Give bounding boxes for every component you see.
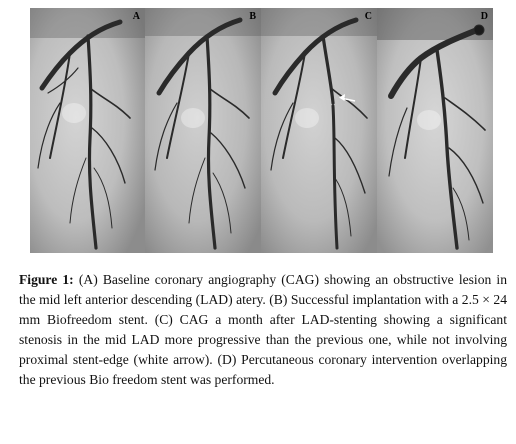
figure-caption (19, 270, 507, 390)
angiogram-image-d (377, 8, 493, 253)
angiogram-image-c (261, 8, 377, 253)
angiogram-panel-d (377, 8, 493, 253)
angiography-figure (30, 8, 493, 253)
figure-caption-text: (A) Baseline coronary angiography (CAG) showing an obstructive lesion in the mid left anterior descending (LAD) atery. (B) Successful implantation with a 2.5 × 24 mm Biofreedom stent. (C) CAG a month after LAD-stenting showing a significant stenosis in the mid LAD more progressive than the previous one, while not involving proximal stent-edge (white arrow). (D) Percutaneous coronary intervention overlapping the previous Bio freedom stent was performed. (19, 272, 508, 387)
panel-label: B (249, 11, 256, 22)
angiogram-image-b (145, 8, 261, 253)
panel-label: D (480, 11, 488, 22)
panel-label: A (132, 11, 140, 22)
angiogram-panel-b (145, 8, 261, 253)
angiogram-panel-a (30, 8, 145, 253)
angiogram-panel-c (261, 8, 377, 253)
angiogram-image-a (30, 8, 145, 253)
figure-caption-label: Figure 1: (19, 272, 74, 287)
panel-label: C (364, 11, 372, 22)
